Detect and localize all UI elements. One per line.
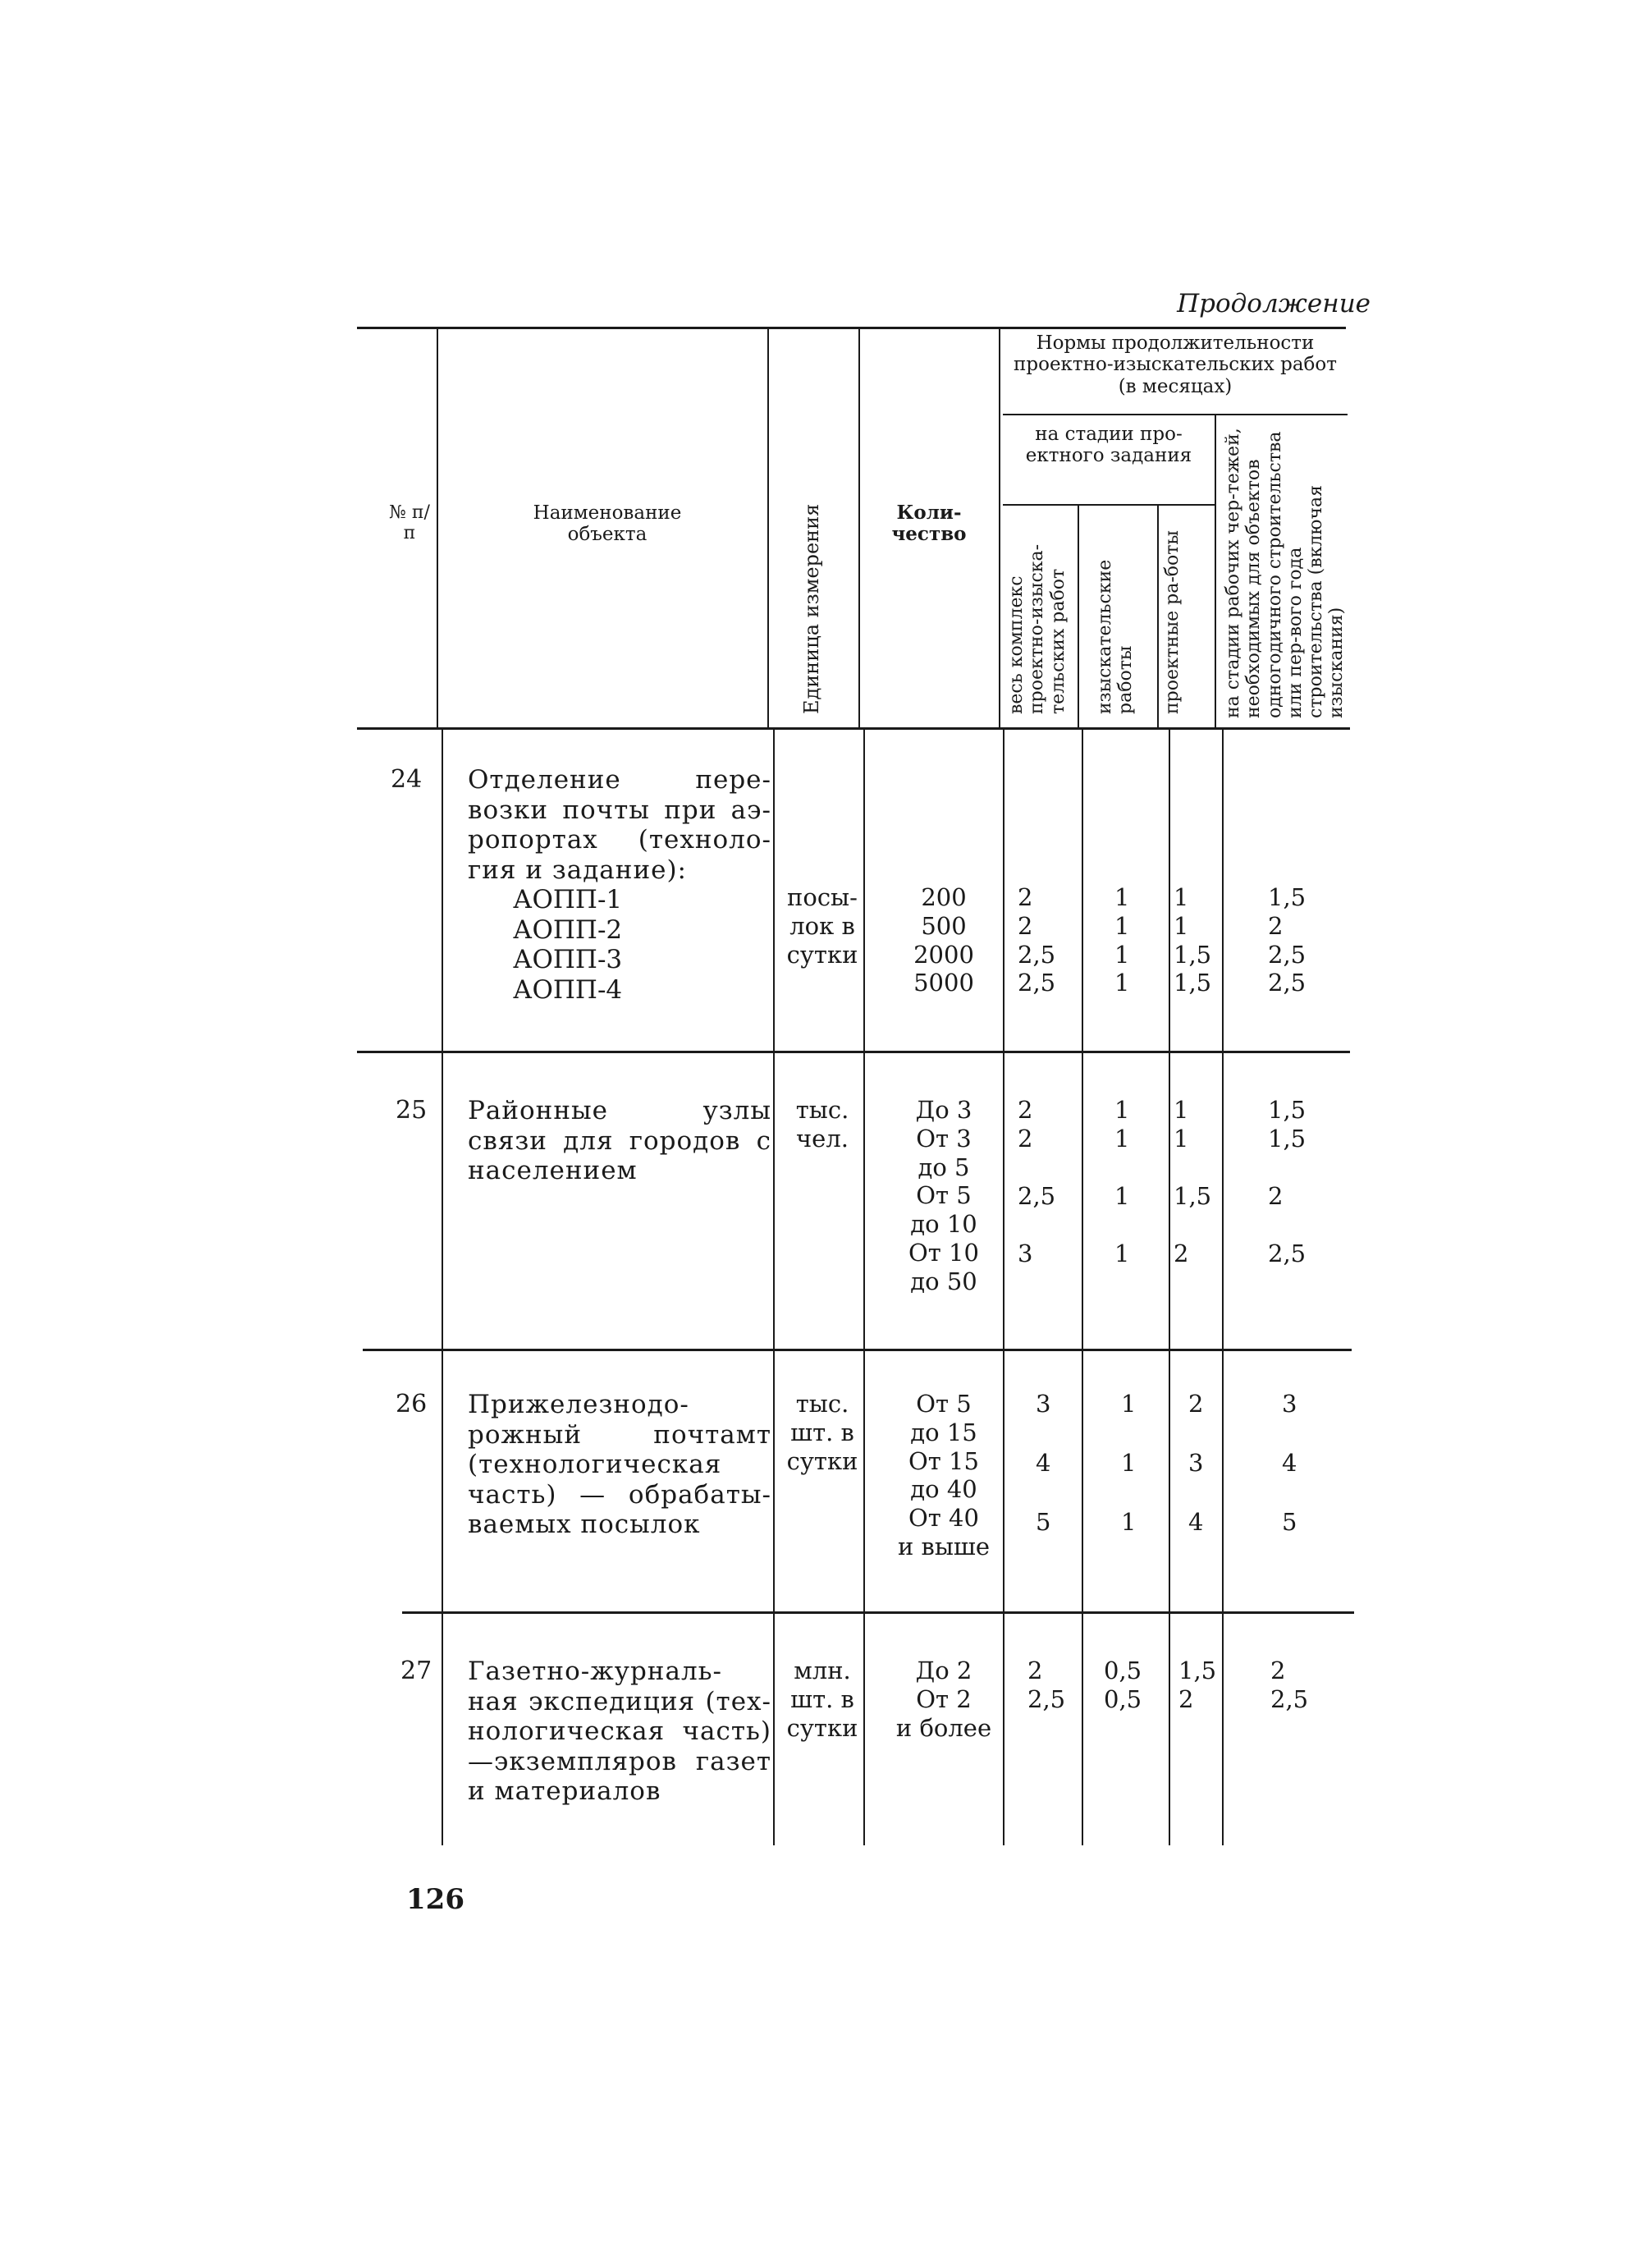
- row-27-qty: [878, 1657, 1009, 1742]
- row-24-working-1: 1,5: [1268, 883, 1306, 911]
- row-24-sub-2: АОПП-2: [513, 914, 623, 945]
- page-number: 126: [406, 1883, 464, 1916]
- row-24-all-2: 2: [1018, 911, 1033, 940]
- col-rule-qty: [999, 328, 1000, 729]
- row-27-qty-1: До 2: [915, 1657, 972, 1684]
- row-25-survey-2: 1: [1114, 1125, 1130, 1153]
- row-27-number: 27: [400, 1657, 432, 1685]
- row-26-unit: тыс. шт. в сутки: [786, 1390, 858, 1475]
- row-25-all-1: 2: [1018, 1096, 1033, 1124]
- row-26-qty-2: до 15: [910, 1418, 977, 1446]
- row-25-design-2: 1: [1174, 1125, 1189, 1153]
- header-design-works: проектные ра-боты: [1162, 530, 1183, 714]
- col-rule-all: [1078, 504, 1079, 729]
- row-26-survey-2: 1: [1121, 1449, 1137, 1477]
- row-27-design-1: 1,5: [1178, 1657, 1217, 1684]
- row-27-working-2: 2,5: [1270, 1684, 1309, 1713]
- row-25-qty-4: От 5: [916, 1181, 972, 1210]
- row-27-qty-2: От 2: [916, 1684, 972, 1713]
- row-27-working: [1270, 1657, 1308, 1714]
- row-25-working-1: 1,5: [1268, 1096, 1306, 1124]
- header-survey-works: изыскательские работы: [1095, 559, 1137, 714]
- row-24-design-1: 1: [1174, 883, 1189, 911]
- row-26-name: Прижелезнодо-рожный почтамт (технологическая часть) — обрабаты-ваемых посылок: [468, 1390, 771, 1540]
- row-24-all-3: 2,5: [1018, 940, 1056, 969]
- row-24-unit: посы-лок в сутки: [786, 883, 858, 969]
- row-26-working-2: 4: [1282, 1449, 1297, 1477]
- row-24-design-4: 1,5: [1174, 969, 1212, 997]
- row-27-design-2: 2: [1178, 1684, 1194, 1713]
- row-24-name: [468, 765, 771, 1006]
- row-25-all: [1018, 1096, 1083, 1268]
- header-unit: Единица измерения: [800, 503, 823, 714]
- continuation-label: Продолжение: [1177, 289, 1371, 319]
- row-24-survey: [1114, 883, 1129, 997]
- row-25-qty-5: до 10: [910, 1210, 977, 1239]
- row-25-working-4: 2,5: [1268, 1240, 1306, 1267]
- col-rule-no: [437, 328, 438, 729]
- row-25-design-1: 1: [1174, 1096, 1189, 1124]
- row-24-qty-2: 500: [921, 911, 967, 940]
- row-24-working-3: 2,5: [1268, 940, 1306, 969]
- row-24-qty: [878, 883, 1009, 997]
- row-27-all-1: 2: [1027, 1657, 1043, 1684]
- header-qty: Коли-чество: [891, 502, 967, 546]
- header-name: Наименование объекта: [533, 502, 682, 546]
- row-27-design: [1178, 1657, 1216, 1714]
- row-24-qty-1: 200: [921, 883, 967, 911]
- row-25-qty-7: до 50: [910, 1267, 977, 1295]
- col-rule-name: [767, 328, 769, 729]
- row-26-survey: [1121, 1390, 1136, 1537]
- row-24-all-1: 2: [1018, 883, 1033, 911]
- row-24-design-3: 1,5: [1174, 940, 1212, 969]
- row-24-survey-4: 1: [1114, 969, 1130, 997]
- row-25-qty: [878, 1096, 1009, 1296]
- row-24-number: 24: [391, 765, 423, 794]
- row-separator-26-27: [402, 1611, 1354, 1614]
- row-24-name-text: Отделение пере-возки почты при аэ-ропортах (техноло-гия и задание):: [468, 765, 771, 885]
- row-26-all: [1036, 1390, 1050, 1537]
- row-25-design-3: 1,5: [1174, 1182, 1212, 1210]
- header-no: № п/п: [389, 502, 430, 544]
- row-26-qty-3: От 15: [908, 1446, 979, 1475]
- row-25-working-3: 2: [1268, 1182, 1284, 1210]
- row-26-qty-6: и выше: [897, 1532, 991, 1560]
- row-25-survey-3: 1: [1114, 1182, 1130, 1210]
- row-26-working: [1282, 1390, 1297, 1537]
- row-24-survey-3: 1: [1114, 940, 1130, 969]
- row-25-all-4: 3: [1018, 1240, 1033, 1267]
- col-rule-no-body: [442, 729, 443, 1845]
- header-all-works: весь комплекс проектно-изыска-тельских работ: [1006, 543, 1069, 714]
- row-24-all-4: 2,5: [1018, 969, 1056, 997]
- row-26-design-3: 4: [1188, 1508, 1204, 1536]
- row-24-design-2: 1: [1174, 911, 1189, 940]
- row-25-qty-2: От 3: [916, 1124, 972, 1153]
- row-26-qty-5: От 40: [908, 1504, 979, 1533]
- row-25-unit: тыс. чел.: [795, 1096, 849, 1153]
- row-26-qty-1: От 5: [916, 1390, 972, 1418]
- row-26-all-3: 5: [1036, 1508, 1051, 1536]
- row-26-qty-4: до 40: [910, 1475, 977, 1504]
- header-working-drawings: на стадии рабочих чер-тежей, необходимых для объектов одногодичного строительства или пер-вого года строительства (включая изыскания): [1223, 428, 1348, 718]
- row-24-working-2: 2: [1268, 911, 1284, 940]
- row-24-survey-1: 1: [1114, 883, 1130, 911]
- subheader-rule-2: [1003, 504, 1215, 506]
- row-26-design-1: 2: [1188, 1390, 1204, 1418]
- row-26-survey-1: 1: [1121, 1390, 1137, 1418]
- row-separator-25-26: [363, 1349, 1352, 1351]
- row-24-working-4: 2,5: [1268, 969, 1306, 997]
- row-26-working-1: 3: [1282, 1390, 1297, 1418]
- row-25-design-4: 2: [1174, 1240, 1189, 1267]
- row-27-survey-1: 0,5: [1104, 1657, 1142, 1684]
- col-rule-design: [1215, 414, 1216, 729]
- row-26-qty: [878, 1390, 1009, 1561]
- row-24-sub-3: АОПП-3: [513, 945, 623, 975]
- row-25-name: Районные узлы связи для городов с населением: [468, 1096, 771, 1186]
- row-27-name: Газетно-журналь-ная экспедиция (тех-нологическая часть) —экземпляров газет и материалов: [468, 1657, 771, 1807]
- row-26-all-1: 3: [1036, 1390, 1051, 1418]
- row-24-design: [1174, 883, 1211, 997]
- row-26-all-2: 4: [1036, 1449, 1051, 1477]
- row-27-all: [1027, 1657, 1065, 1714]
- row-27-survey-2: 0,5: [1104, 1684, 1142, 1713]
- row-24-survey-2: 1: [1114, 911, 1130, 940]
- row-27-survey: [1104, 1657, 1142, 1714]
- header-stage-project: на стадии про-ектного задания: [1025, 424, 1192, 467]
- col-rule-survey-body: [1169, 729, 1170, 1845]
- row-25-all-3: 2,5: [1018, 1182, 1056, 1210]
- row-27-qty-3: и более: [895, 1713, 992, 1742]
- row-24-sub-4: АОПП-4: [513, 975, 623, 1006]
- row-25-survey-1: 1: [1114, 1096, 1130, 1124]
- row-26-survey-3: 1: [1121, 1508, 1137, 1536]
- row-separator-24-25: [357, 1051, 1350, 1053]
- row-24-all: [1018, 883, 1055, 997]
- row-26-design: [1188, 1390, 1203, 1537]
- row-26-working-3: 5: [1282, 1508, 1297, 1536]
- row-25-survey-4: 1: [1114, 1240, 1130, 1267]
- col-rule-all-body: [1082, 729, 1083, 1845]
- row-24-qty-4: 5000: [913, 969, 974, 997]
- row-25-number: 25: [396, 1096, 428, 1125]
- row-25-working-2: 1,5: [1268, 1125, 1306, 1153]
- row-26-design-2: 3: [1188, 1449, 1204, 1477]
- col-rule-survey: [1157, 504, 1159, 729]
- header-bottom-rule: [357, 727, 1350, 730]
- row-27-unit: млн. шт. в сутки: [786, 1657, 858, 1742]
- row-25-all-2: 2: [1018, 1125, 1033, 1153]
- col-rule-unit: [858, 328, 860, 729]
- row-25-working: [1268, 1096, 1306, 1268]
- row-25-qty-3: до 5: [918, 1153, 970, 1181]
- row-24-sub-1: АОПП-1: [513, 885, 623, 915]
- row-25-qty-6: От 10: [908, 1238, 979, 1267]
- table-top-rule: [357, 327, 1346, 329]
- row-25-qty-1: До 3: [915, 1096, 972, 1124]
- row-24-qty-3: 2000: [913, 940, 974, 969]
- row-27-all-2: 2,5: [1027, 1684, 1066, 1713]
- row-26-number: 26: [396, 1390, 428, 1418]
- header-norms: Нормы продолжительности проектно-изыскательских работ (в месяцах): [1014, 332, 1337, 397]
- row-24-working: [1268, 883, 1306, 997]
- row-27-working-1: 2: [1270, 1657, 1286, 1684]
- row-25-survey: [1114, 1096, 1129, 1268]
- row-25-design: [1174, 1096, 1211, 1268]
- col-rule-design-body: [1222, 729, 1224, 1845]
